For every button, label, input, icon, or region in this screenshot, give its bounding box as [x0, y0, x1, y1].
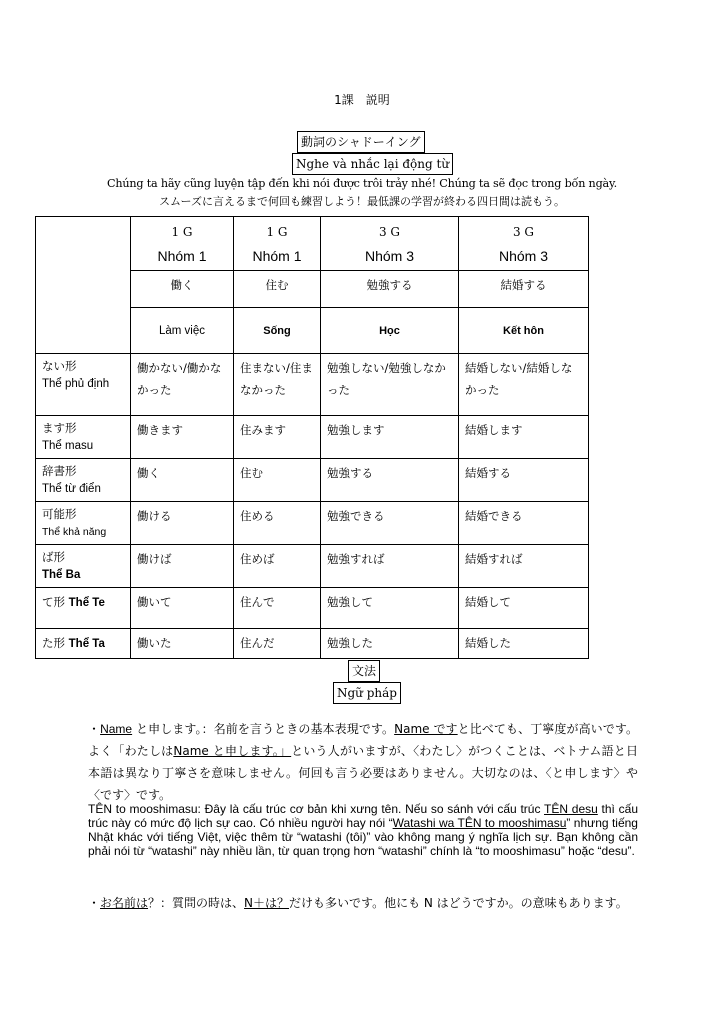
grammar-paragraph-jp: ・Name と申します。：名前を言うときの基本表現です。Name ですと比べても、丁寧度が高いです。よく「わたしはName と申します。」という人がいますが、〈わたし〉がつくことは、ベトナム語と日本語は異なり丁寧さを意味しません。何回も言う必要はありません。大切なのは、〈と申します〉や〈です〉です。: [88, 722, 638, 802]
section-title-vi: Nghe và nhắc lại động từ: [292, 153, 453, 175]
table-cell: 勉強しない/勉強しなかった: [321, 354, 459, 416]
row-label: た形 Thể Ta: [36, 629, 131, 659]
table-cell: 働かない/働かなかった: [131, 354, 234, 416]
table-cell: 結婚します: [459, 416, 589, 459]
grammar-paragraph-vi: TÊN to mooshimasu: Đây là cấu trúc cơ bản khi xưng tên. Nếu so sánh với cấu trúc TÊN desu thì cấu trúc này có mức độ lịch sự cao. Có nhiều người hay nói “Watashi wa TÊN to mooshimasu” nhưng tiếng Nhật khác với tiếng Việt, việc thêm từ “watashi (tôi)” vào không mang ý nghĩa lịch sự. Bạn không cần phải nói từ “watashi” này nhiều lần, từ quan trọng hơn “watashi” chính là “to mooshimasu” hoặc “desu”.: [88, 802, 638, 858]
row-label: 可能形 Thể khả năng: [36, 502, 131, 545]
table-row: [36, 545, 589, 588]
table-cell: 住んだ: [234, 629, 321, 659]
table-cell: 働ける: [131, 502, 234, 545]
section-title-jp: 動詞のシャドーイング: [297, 131, 425, 153]
table-cell: 働いた: [131, 629, 234, 659]
table-cell: 結婚しない/結婚しなかった: [459, 354, 589, 416]
table-cell: 結婚して: [459, 588, 589, 629]
row-label: ます形 Thể masu: [36, 416, 131, 459]
table-cell: 住める: [234, 502, 321, 545]
table-cell: 勉強する: [321, 459, 459, 502]
table-cell: 住んで: [234, 588, 321, 629]
grammar-title-vi: Ngữ pháp: [333, 682, 401, 704]
table-cell: 働きます: [131, 416, 234, 459]
verb-dictionary-form: 働く: [131, 271, 234, 308]
verb-dictionary-form: 住む: [234, 271, 321, 308]
table-cell: 住まない/住まなかった: [234, 354, 321, 416]
table-cell: 勉強して: [321, 588, 459, 629]
column-header: 3 G Nhóm 3: [459, 217, 589, 271]
grammar-title-jp: 文法: [348, 660, 380, 682]
table-cell: 結婚した: [459, 629, 589, 659]
verb-dictionary-form: 結婚する: [459, 271, 589, 308]
table-row: [36, 588, 589, 629]
table-cell: 勉強します: [321, 416, 459, 459]
column-header: 1 G Nhóm 1: [131, 217, 234, 271]
column-header: 1 G Nhóm 1: [234, 217, 321, 271]
row-label: ない形 Thể phủ định: [36, 354, 131, 416]
table-cell: 働けば: [131, 545, 234, 588]
table-row: [36, 502, 589, 545]
table-cell: 結婚する: [459, 459, 589, 502]
table-row: [36, 416, 589, 459]
table-cell: 勉強できる: [321, 502, 459, 545]
grammar-paragraph-question: ・お名前は？：質問の時は、N＋は？だけも多いです。他にも N はどうですか。の意味もあります。: [88, 896, 628, 910]
intro-vi: Chúng ta hãy cũng luyện tập đến khi nói được trôi trảy nhé! Chúng ta sẽ đọc trong bốn ngày.: [107, 177, 617, 190]
verb-meaning: Kết hôn: [459, 308, 589, 354]
table-cell: 住みます: [234, 416, 321, 459]
table-cell: 勉強すれば: [321, 545, 459, 588]
table-cell: 働いて: [131, 588, 234, 629]
row-label: て形 Thể Te: [36, 588, 131, 629]
table-cell: 勉強した: [321, 629, 459, 659]
table-row: [36, 354, 589, 416]
table-cell: 住めば: [234, 545, 321, 588]
verb-meaning: Học: [321, 308, 459, 354]
table-row: [36, 629, 589, 659]
table-corner-cell: [36, 217, 131, 354]
verb-meaning: Làm việc: [131, 308, 234, 354]
row-label: 辞書形 Thể từ điển: [36, 459, 131, 502]
intro-jp: スムーズに言えるまで何回も練習しよう！最低課の学習が終わる四日間は読もう。: [159, 195, 565, 208]
page-title: 1課 説明: [334, 93, 390, 107]
verb-table: [35, 216, 589, 659]
verb-dictionary-form: 勉強する: [321, 271, 459, 308]
table-cell: 働く: [131, 459, 234, 502]
table-cell: 結婚すれば: [459, 545, 589, 588]
column-header: 3 G Nhóm 3: [321, 217, 459, 271]
table-row: [36, 459, 589, 502]
verb-meaning: Sống: [234, 308, 321, 354]
table-cell: 結婚できる: [459, 502, 589, 545]
table-cell: 住む: [234, 459, 321, 502]
row-label: ば形 Thể Ba: [36, 545, 131, 588]
